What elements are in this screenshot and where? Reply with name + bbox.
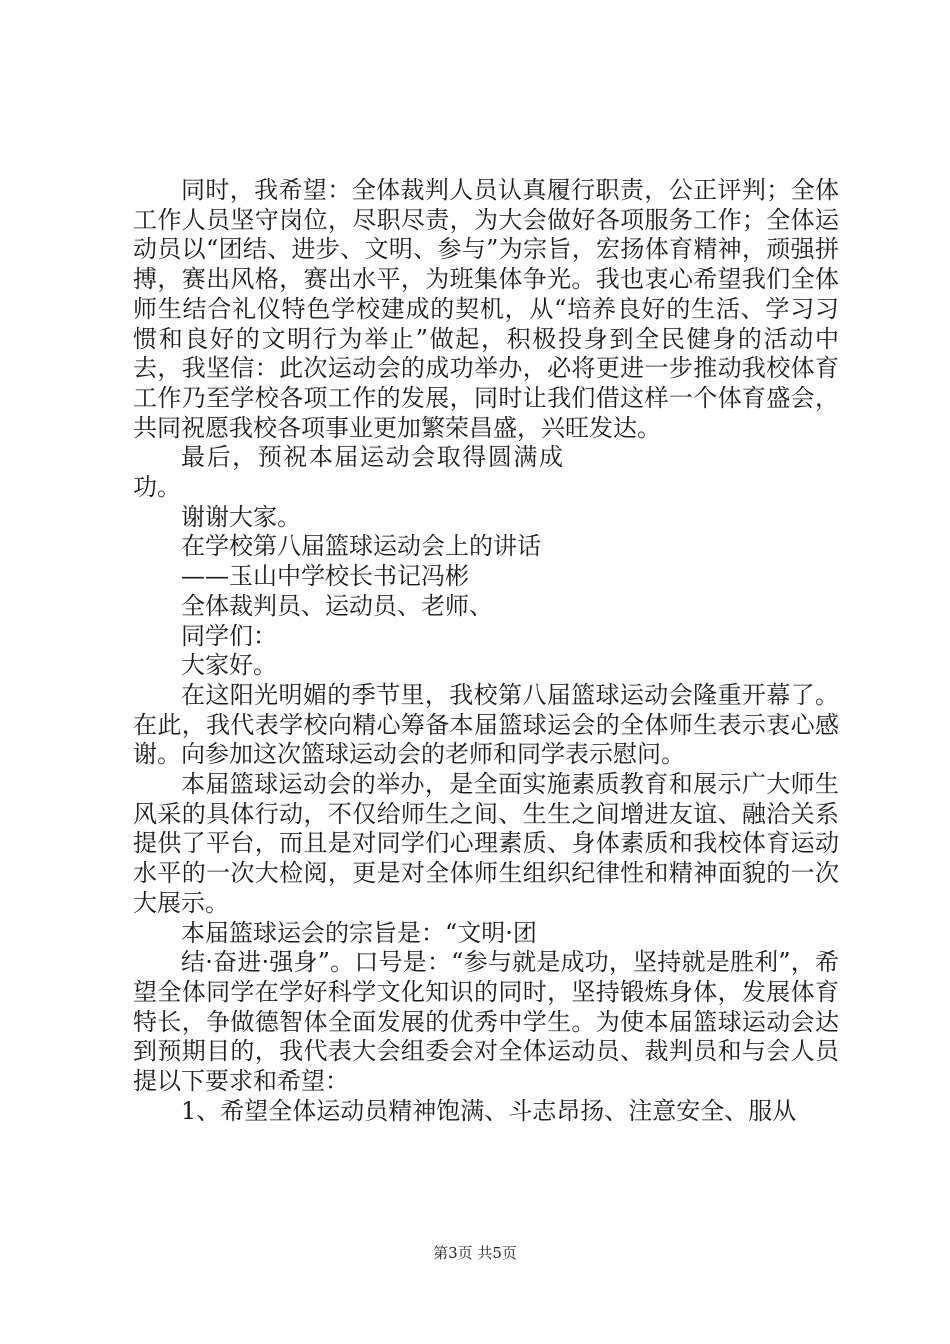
paragraph-opening: 在这阳光明媚的季节里，我校第八届篮球运动会隆重开幕了。在此，我代表学校向精心筹备本届篮球运会的全体师生表示衷心感谢。向参加这次篮球运动会的老师和同学表示慰问。 (133, 680, 839, 769)
paragraph-significance: 本届篮球运动会的举办，是全面实施素质教育和展示广大师生风采的具体行动，不仅给师生之间、生生之间增进友谊、融洽关系提供了平台，而且是对同学们心理素质、身体素质和我校体育运动水平的一次大检阅，更是对全体师生组织纪律性和精神面貌的一次大展示。 (133, 770, 839, 917)
speech-author: ——玉山中学校长书记冯彬 (181, 562, 469, 591)
paragraph-thanks: 谢谢大家。 (181, 502, 301, 531)
salutation-line-2: 同学们： (181, 621, 277, 650)
page-indicator: 第3页 共5页 (433, 1244, 517, 1262)
document-body (133, 176, 839, 1127)
greeting: 大家好。 (181, 651, 277, 680)
paragraph-purpose-start: 本届篮球运会的宗旨是：“文明·团 (181, 918, 537, 947)
paragraph-hopes: 同时，我希望：全体裁判人员认真履行职责，公正评判；全体工作人员坚守岗位，尽职尽责，为大会做好各项服务工作；全体运动员以“团结、进步、文明、参与”为宗旨，宏扬体育精神，顽强拼搏，赛出风格，赛出水平，为班集体争光。我也衷心希望我们全体师生结合礼仪特色学校建成的契机，从“培养良好的生活、学习习惯和良好的文明行为举止”做起，积极投身到全民健身的活动中去，我坚信：此次运动会的成功举办，必将更进一步推动我校体育工作乃至学校各项工作的发展，同时让我们借这样一个体育盛会，共同祝愿我校各项事业更加繁荣昌盛，兴旺发达。 (133, 176, 839, 442)
paragraph-requirement-1: 1、希望全体运动员精神饱满、斗志昂扬、注意安全、服从 (181, 1096, 797, 1125)
salutation-line-1: 全体裁判员、运动员、老师、 (181, 591, 493, 620)
paragraph-closing-wish: 最后，预祝本届运动会取得圆满成功。 (133, 443, 563, 502)
speech-title: 在学校第八届篮球运动会上的讲话 (181, 532, 541, 561)
paragraph-slogan: 结·奋进·强身”。口号是：“参与就是成功，坚持就是胜利”，希望全体同学在学好科学文化知识的同时，坚持锻炼身体，发展体育特长，争做德智体全面发展的优秀中学生。为使本届篮球运动会达到预期目的，我代表大会组委会对全体运动员、裁判员和与会人员提以下要求和希望： (133, 948, 839, 1096)
